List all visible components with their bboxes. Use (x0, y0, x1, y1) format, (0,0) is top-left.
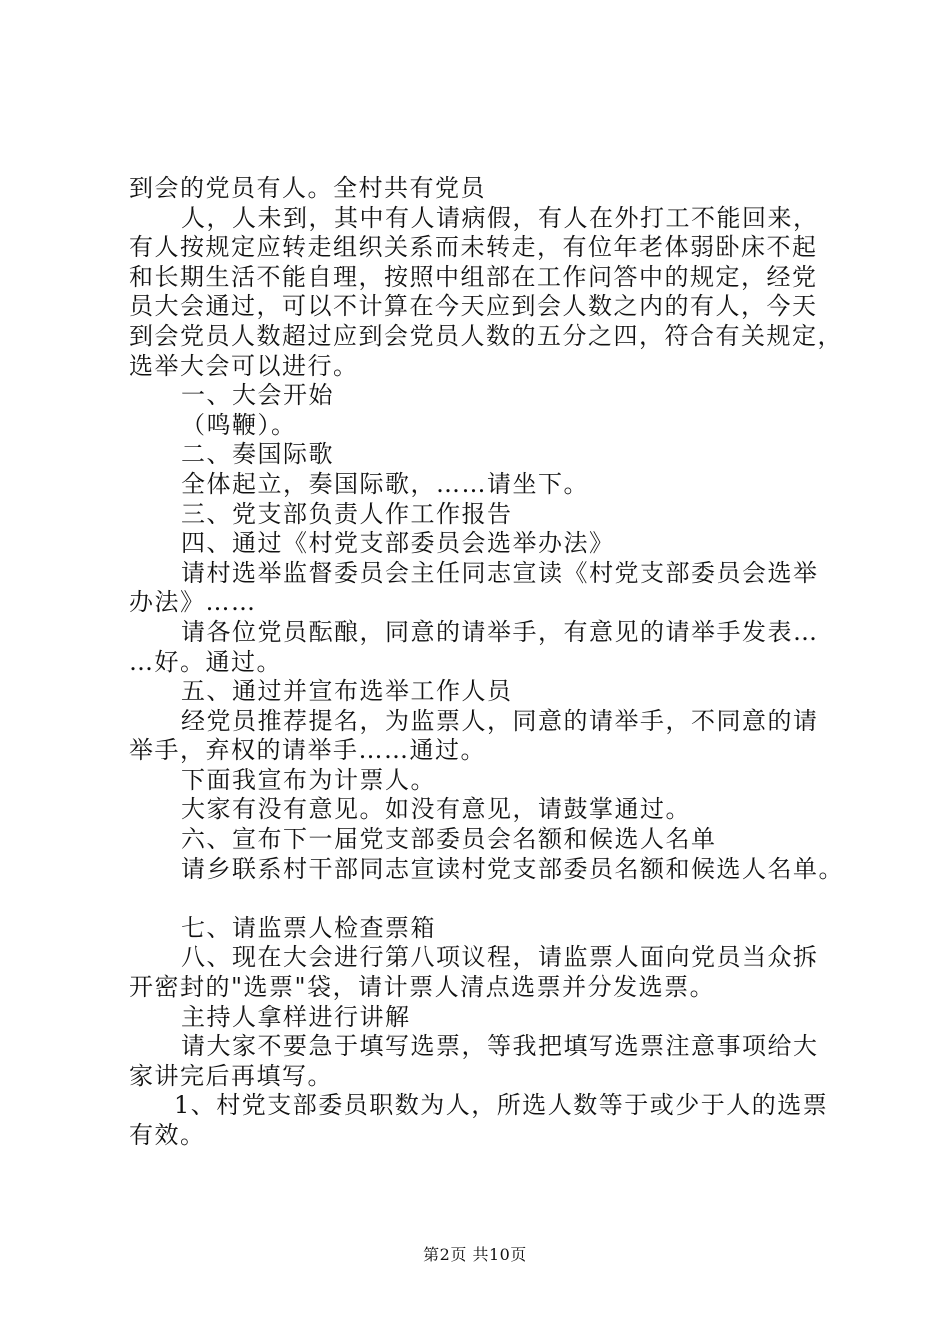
text-line: 办法》…… (129, 588, 257, 617)
page-footer (0, 1242, 950, 1265)
section-heading: 五、通过并宣布选举工作人员 (181, 677, 513, 706)
text-line: 请乡联系村干部同志宣读村党支部委员名额和候选人名单。 (181, 854, 844, 883)
section-heading: 一、大会开始 (181, 381, 334, 410)
text-line: 下面我宣布为计票人。 (181, 765, 436, 794)
text-line: 举手，弃权的请举手……通过。 (129, 736, 486, 765)
section-heading: 四、通过《村党支部委员会选举办法》 (181, 529, 615, 558)
text-line: 有人按规定应转走组织关系而未转走，有位年老体弱卧床不起 (129, 233, 818, 262)
text-line: 人，人未到，其中有人请病假，有人在外打工不能回来， (181, 203, 819, 232)
document-body (129, 174, 849, 1151)
text-line: （鸣鞭）。 (181, 410, 297, 439)
text-line: 开密封的"选票"袋，请计票人清点选票并分发选票。 (129, 973, 716, 1002)
text-line: 请村选举监督委员会主任同志宣读《村党支部委员会选举 (181, 558, 819, 587)
blank-line (129, 884, 849, 914)
text-line: 有效。 (129, 1121, 206, 1149)
text-line: 主持人拿样进行讲解 (181, 1002, 411, 1031)
section-heading: 八、现在大会进行第八项议程，请监票人面向党员当众拆 (181, 943, 819, 972)
text-line: …好。通过。 (129, 647, 282, 676)
section-heading: 七、请监票人检查票箱 (181, 913, 436, 942)
text-line: 全体起立，奏国际歌，……请坐下。 (181, 469, 589, 498)
text-line: 请各位党员酝酿，同意的请举手，有意见的请举手发表… (181, 617, 819, 646)
text-line: 家讲完后再填写。 (129, 1061, 333, 1090)
text-line: 到会的党员有人。全村共有党员 (129, 174, 486, 202)
text-line: 大家有没有意见。如没有意见，请鼓掌通过。 (181, 795, 691, 824)
text-line: 1、村党支部委员职数为人，所选人数等于或少于人的选票 (174, 1091, 829, 1120)
text-line: 经党员推荐提名，为监票人，同意的请举手，不同意的请 (181, 706, 819, 735)
section-heading: 三、党支部负责人作工作报告 (181, 499, 513, 528)
text-line: 到会党员人数超过应到会党员人数的五分之四，符合有关规定， (129, 321, 843, 350)
section-heading: 六、宣布下一届党支部委员会名额和候选人名单 (181, 825, 717, 854)
section-heading: 二、奏国际歌 (181, 440, 334, 469)
text-line: 员大会通过，可以不计算在今天应到会人数之内的有人，今天 (129, 292, 818, 321)
page-number: 第2页 共10页 (423, 1245, 527, 1264)
text-line: 请大家不要急于填写选票，等我把填写选票注意事项给大 (181, 1032, 819, 1061)
text-line: 和长期生活不能自理，按照中组部在工作问答中的规定，经党 (129, 262, 818, 291)
text-line: 选举大会可以进行。 (129, 351, 359, 380)
